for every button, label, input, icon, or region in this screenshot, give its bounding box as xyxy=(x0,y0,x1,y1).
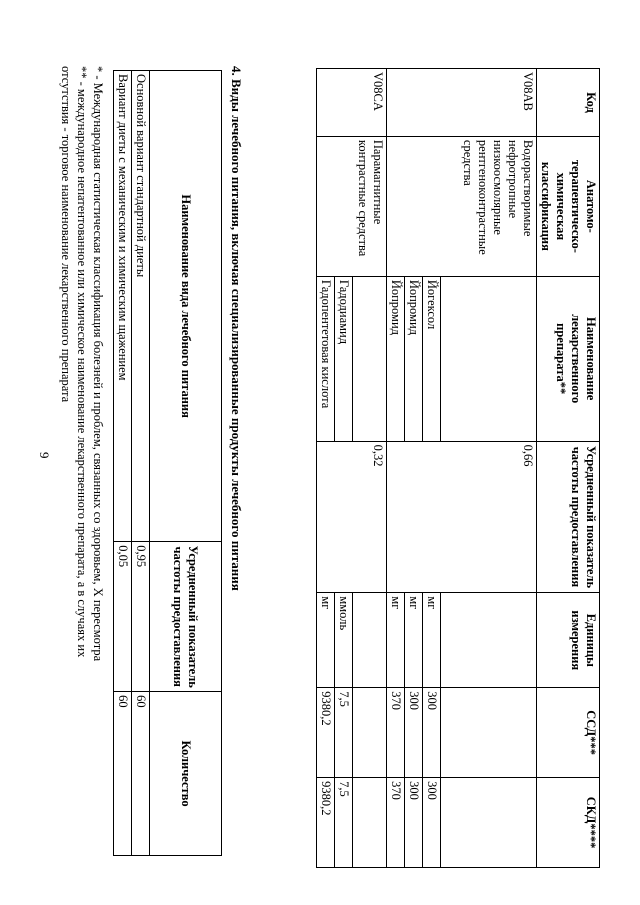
nutrition-freq-cell: 0,05 xyxy=(114,542,132,692)
table-row xyxy=(405,69,423,868)
atc-cell: Парамагнитные контрастные средства xyxy=(353,136,387,276)
ssd-cell: 300 xyxy=(423,688,441,778)
freq-cell: 0,66 xyxy=(441,441,537,593)
table-row xyxy=(423,69,441,868)
nutrition-qty-cell: 60 xyxy=(114,692,132,856)
header-unit: Единицы измерения xyxy=(537,593,600,688)
unit-cell: ммоль xyxy=(335,593,353,688)
table-row xyxy=(441,69,537,868)
footnote-2-continued: отсутствия - торговое наименование лекарственного препарата xyxy=(59,66,73,403)
table-row xyxy=(335,69,353,868)
drug-cell: Йопромид xyxy=(387,276,405,441)
ssd-cell: 300 xyxy=(405,688,423,778)
header-drug: Наименование лекарственного препарата** xyxy=(537,276,600,441)
footnote-1: * - Международная статистическая классификация болезней и проблем, связанных со здоровьем, X пересмотра xyxy=(91,66,105,662)
skd-cell: 9380,2 xyxy=(317,778,335,868)
code-cell: V08CA xyxy=(353,69,387,137)
nutrition-name-cell: Вариант диеты с механическим и химическим щажением xyxy=(114,71,132,542)
unit-cell: мг xyxy=(387,593,405,688)
unit-cell: мг xyxy=(405,593,423,688)
ssd-cell: 7,5 xyxy=(335,688,353,778)
freq-cell: 0,32 xyxy=(353,441,387,593)
section-4-title: 4. Виды лечебного питания, включая специализированные продукты лечебного питания xyxy=(229,66,244,591)
skd-cell: 300 xyxy=(423,778,441,868)
table-header-row xyxy=(537,69,600,868)
skd-cell: 7,5 xyxy=(335,778,353,868)
unit-cell: мг xyxy=(423,593,441,688)
page-number: 9 xyxy=(37,452,52,459)
atc-cell: Водорастворимые нефротропные низкоосмолярные рентгеноконтрастные средства xyxy=(441,136,537,276)
header-nutrition-freq: Усредненный показатель частоты предоставления xyxy=(150,542,222,692)
header-skd: СКД**** xyxy=(537,778,600,868)
drug-cell: Йопромид xyxy=(405,276,423,441)
skd-cell: 370 xyxy=(387,778,405,868)
header-ssd: ССД*** xyxy=(537,688,600,778)
header-nutrition-qty: Количество xyxy=(150,692,222,856)
table-row xyxy=(317,69,335,868)
unit-cell: мг xyxy=(317,593,335,688)
header-code: Код xyxy=(537,69,600,137)
table-row xyxy=(353,69,387,868)
nutrition-qty-cell: 60 xyxy=(132,692,150,856)
header-nutrition-name: Наименование вида лечебного питания xyxy=(150,71,222,542)
drugs-table xyxy=(316,68,600,868)
footnote-2: ** - международное непатентованное или химическое наименование лекарственного препарата, а в случаях их xyxy=(75,66,89,658)
code-cell: V08AB xyxy=(441,69,537,137)
table-row xyxy=(114,71,132,856)
drug-cell: Йогексол xyxy=(423,276,441,441)
nutrition-table xyxy=(113,70,222,856)
ssd-cell: 9380,2 xyxy=(317,688,335,778)
header-atc: Анатомо-терапевтическо-химическая классификация xyxy=(537,136,600,276)
nutrition-name-cell: Основной вариант стандартной диеты xyxy=(132,71,150,542)
table-row xyxy=(132,71,150,856)
header-freq: Усредненный показатель частоты предоставления xyxy=(537,441,600,593)
drug-cell: Гадопентетовая кислота xyxy=(317,276,335,441)
nutrition-freq-cell: 0,95 xyxy=(132,542,150,692)
skd-cell: 300 xyxy=(405,778,423,868)
table-row xyxy=(387,69,405,868)
drug-cell: Гадодиамид xyxy=(335,276,353,441)
table-header-row xyxy=(150,71,222,856)
ssd-cell: 370 xyxy=(387,688,405,778)
